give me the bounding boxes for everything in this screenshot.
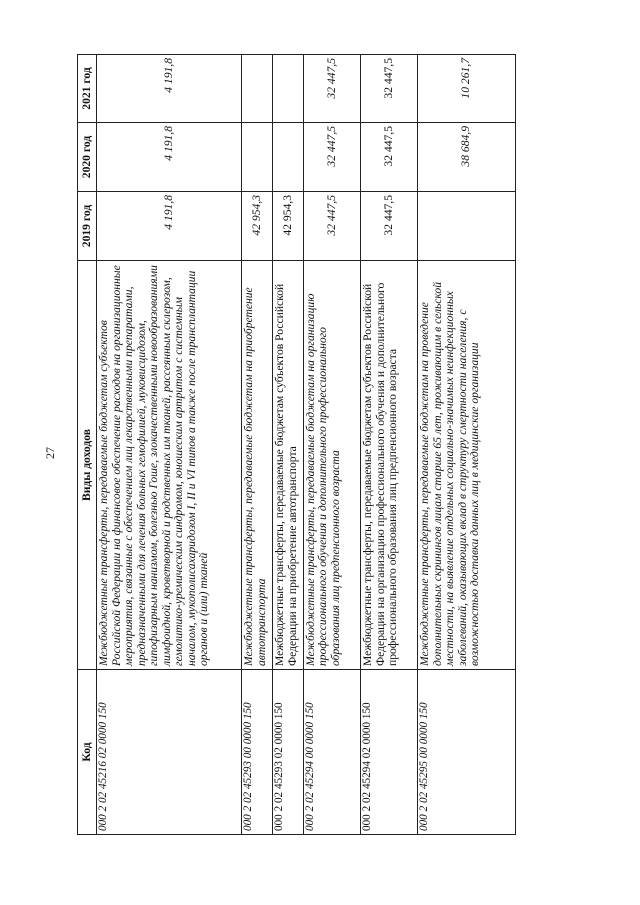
row-value-2019 xyxy=(418,192,516,261)
header-2021: 2021 год xyxy=(78,55,97,123)
row-value-2019: 42 954,3 xyxy=(273,192,304,261)
header-2020: 2020 год xyxy=(78,123,97,192)
table-row xyxy=(418,55,516,835)
row-value-2021: 4 191,8 xyxy=(97,55,242,123)
row-value-2021 xyxy=(273,55,304,123)
row-description: Межбюджетные трансферты, передаваемые бюджетам субъектов Российской Федерации на финансовое обеспечение расходов на организационные мероприятия, связанные с обеспечением лиц лекарственными препаратами, предназначенными для лечения больных гемофилией, муковисцидозом, гипофизарным нанизмом, болезнью Гоше, злокачественными новообразованиями лимфоидной, кроветворной и родственных им тканей, рассеянным склерозом, гемолитико-уремическим синдромом, юношеским артритом с системным началом, мукополисахаридозом I, II и VI типов а также после трансплантации органов и (или) тканей xyxy=(97,261,242,670)
header-2019: 2019 год xyxy=(78,192,97,261)
row-value-2020 xyxy=(242,123,273,192)
row-value-2020: 38 684,9 xyxy=(418,123,516,192)
row-value-2019: 4 191,8 xyxy=(97,192,242,261)
table-header-row xyxy=(78,55,97,835)
row-value-2020: 32 447,5 xyxy=(303,123,360,192)
row-value-2021: 32 447,5 xyxy=(303,55,360,123)
revenue-table xyxy=(77,54,516,835)
row-value-2020: 4 191,8 xyxy=(97,123,242,192)
row-code: 000 2 02 45293 02 0000 150 xyxy=(273,670,304,835)
row-code: 000 2 02 45293 00 0000 150 xyxy=(242,670,273,835)
row-description: Межбюджетные трансферты, передаваемые бюджетам на приобретение автотранспорта xyxy=(242,261,273,670)
row-value-2020 xyxy=(273,123,304,192)
row-description: Межбюджетные трансферты, передаваемые бюджетам на проведение дополнительных скринингов лицам старше 65 лет, проживающим в сельской местности, на выявление отдельных социально-значимых неинфекционных заболеваний, оказывающих вклад в структуру смертности населения, с возможностью доставки данных лиц в медицинские организации xyxy=(418,261,516,670)
row-value-2021: 10 261,7 xyxy=(418,55,516,123)
header-revenue-type: Виды доходов xyxy=(78,261,97,670)
table-row xyxy=(273,55,304,835)
row-code: 000 2 02 45294 02 0000 150 xyxy=(361,670,418,835)
page-number: 27 xyxy=(43,447,57,459)
row-description: Межбюджетные трансферты, передаваемые бюджетам на организацию профессионального обучения и дополнительного профессионального образования лиц предпенсионного возраста xyxy=(303,261,360,670)
row-value-2020: 32 447,5 xyxy=(361,123,418,192)
row-value-2019: 32 447,5 xyxy=(361,192,418,261)
row-value-2019: 32 447,5 xyxy=(303,192,360,261)
row-code: 000 2 02 45216 02 0000 150 xyxy=(97,670,242,835)
row-value-2019: 42 954,3 xyxy=(242,192,273,261)
rotated-page xyxy=(77,55,516,835)
row-description: Межбюджетные трансферты, передаваемые бюджетам субъектов Российской Федерации на организацию профессионального обучения и дополнительного профессионального образования лиц предпенсионного возраста xyxy=(361,261,418,670)
row-code: 000 2 02 45294 00 0000 150 xyxy=(303,670,360,835)
row-description: Межбюджетные трансферты, передаваемые бюджетам субъектов Российской Федерации на приобретение автотранспорта xyxy=(273,261,304,670)
table-row xyxy=(361,55,418,835)
table-row xyxy=(97,55,242,835)
row-code: 000 2 02 45295 00 0000 150 xyxy=(418,670,516,835)
row-value-2021: 32 447,5 xyxy=(361,55,418,123)
header-code: Код xyxy=(78,670,97,835)
table-row xyxy=(242,55,273,835)
table-row xyxy=(303,55,360,835)
row-value-2021 xyxy=(242,55,273,123)
